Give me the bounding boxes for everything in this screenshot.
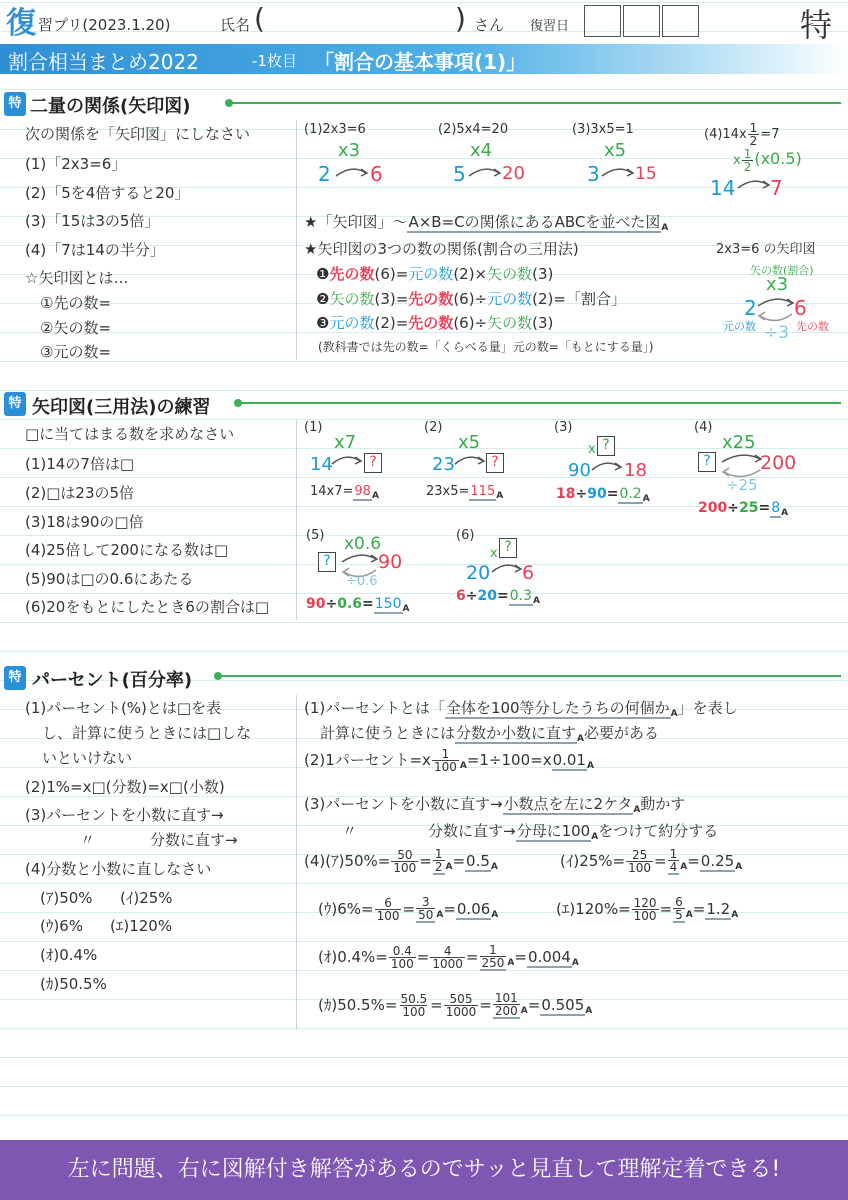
s1-relation-3: ❸元の数(2)=先の数(6)÷矢の数(3) <box>316 314 554 332</box>
s1-diagram-title: 2x3=6 の矢印図 <box>716 242 816 257</box>
s3-q4: (4)分数と小数に直しなさい <box>25 860 212 878</box>
s2-ex4-mult: x25 <box>722 432 756 453</box>
s1-note: (教科書では先の数=「くらべる量」元の数=「もとにする量」) <box>318 340 654 354</box>
s1-diagram-div: ÷3 <box>764 323 790 343</box>
s2-ex6-to: 6 <box>522 562 535 584</box>
s2-ex5-div: ÷0.6 <box>346 574 378 589</box>
s2-ex3-from: 90 <box>568 460 591 481</box>
s1-ex1-from: 2 <box>318 162 331 186</box>
s3-q1a: (1)パーセント(%)とは□を表 <box>25 699 222 717</box>
s2-ex5-mult: x0.6 <box>344 534 382 554</box>
s3-q1c: いといけない <box>42 749 133 767</box>
s2-ex1-from: 14 <box>310 454 333 475</box>
s3-q4-u: (ｳ)6% <box>40 917 84 935</box>
section-1-rule <box>229 102 841 104</box>
s2-ex1-mult: x7 <box>334 432 357 453</box>
s2-ex2-mult: x5 <box>458 432 481 453</box>
s1-diagram-to: 6 <box>794 296 807 320</box>
s1-diagram-arrow-label: 矢の数(割合) <box>750 264 814 277</box>
s2-ex6-label: (6) <box>456 528 475 543</box>
title-topic: 「割合の基本事項(1)」 <box>314 50 527 74</box>
s1-diagram-from: 2 <box>744 296 757 320</box>
section-1-badge: 特 <box>4 92 26 116</box>
s3-q2: (2)1%=x□(分数)=x□(小数) <box>25 778 225 796</box>
s1-diagram-to-label: 先の数 <box>796 320 829 333</box>
s2-ex5-to: 90 <box>378 551 403 573</box>
s3-q3b: 分数に直す→ <box>150 831 238 849</box>
s2-ex1-box: ? <box>364 453 382 473</box>
s2-ex6-from: 20 <box>466 562 491 584</box>
footer-banner: 左に問題、右に図解付き解答があるのでサッと見直して理解定着できる! <box>0 1140 848 1200</box>
s2-q4: (4)25倍して200になる数は□ <box>25 541 229 559</box>
section-2-badge: 特 <box>4 392 26 416</box>
s2-ex1-calc: $14x7=98_A$ <box>310 484 379 501</box>
s3-q4-e: (ｴ)120% <box>110 917 173 935</box>
name-field[interactable] <box>275 10 453 36</box>
s2-ex5-calc: $90\div 0.6=150_A$ <box>306 596 410 614</box>
s2-ex4-calc: $200\div 25=8_A$ <box>698 500 789 518</box>
s2-ex3-box: ? <box>597 436 615 456</box>
s1-diagram-mult: x3 <box>766 274 789 295</box>
s2-instruction: □に当てはまる数を求めなさい <box>25 425 235 443</box>
s1-ex1-label: (1)2x3=6 <box>304 122 366 137</box>
s1-relation-2: ❷矢の数(3)=先の数(6)÷元の数(2)=「割合」 <box>316 290 626 308</box>
s1-item3: ③元の数= <box>40 343 112 361</box>
s3-divider <box>296 695 297 1030</box>
logo-text: 習プリ(2023.1.20) <box>38 16 171 34</box>
s3-q4-a: (ｱ)50% <box>40 889 93 907</box>
s3-q4-o: (ｵ)0.4% <box>40 946 98 964</box>
s2-ex3-label: (3) <box>554 420 573 435</box>
s2-ex5-box: ? <box>318 552 336 572</box>
s3-r4-o: (ｵ)0.4%= $\frac{0.4}{100}$ = $\frac{4}{1000}$ = $\frac{1}{250}$ $_A=0.004_A$ <box>318 943 579 971</box>
s2-ex2-box: ? <box>486 453 504 473</box>
name-close-paren: ) <box>455 2 466 35</box>
s2-ex6-arrow-icon <box>490 560 524 576</box>
s1-q3: (3)「15は3の5倍」 <box>25 212 160 230</box>
s1-ex3-label: (3)3x5=1 <box>572 122 634 137</box>
s3-r4-i: (ｲ)25%= $\frac{25}{100}$ = $\frac{1}{4}$ $_A=0.25_A$ <box>560 847 743 875</box>
s3-r4-ka: (ｶ)50.5%= $\frac{50.5}{100}$ = $\frac{505}{1000}$ = $\frac{101}{200}$ $_A=0.505_A$ <box>318 991 593 1019</box>
san-label: さん <box>474 16 505 34</box>
title-main: 割合相当まとめ2022 <box>8 50 199 74</box>
section-2-rule <box>238 402 841 404</box>
s2-ex3-x: x <box>588 442 596 457</box>
s2-ex2-label: (2) <box>424 420 443 435</box>
s1-ex3-arrow-icon <box>600 164 636 180</box>
review-box-2[interactable] <box>623 5 660 37</box>
s1-ex3-mult: x5 <box>604 140 627 161</box>
review-box-1[interactable] <box>584 5 621 37</box>
s1-ex1-to: 6 <box>370 162 383 186</box>
s1-q2: (2)「5を4倍すると20」 <box>25 184 190 202</box>
name-open-paren: ( <box>254 2 265 35</box>
s2-ex3-to: 18 <box>624 460 647 481</box>
s2-ex2-from: 23 <box>432 454 455 475</box>
s1-star: ☆矢印図とは… <box>25 269 129 287</box>
s2-ex6-box: ? <box>499 538 517 558</box>
s1-relation-1: ❶先の数(6)=元の数(2)×矢の数(3) <box>316 265 554 283</box>
s2-ex5-label: (5) <box>306 528 325 543</box>
section-3-rule <box>218 675 841 677</box>
s2-ex4-label: (4) <box>694 420 713 435</box>
s3-q1b: し、計算に使うときには□しな <box>42 724 252 742</box>
s1-ex3-from: 3 <box>587 162 600 186</box>
s3-r4-u: (ｳ)6%= $\frac{6}{100}$ = $\frac{3}{50}$ $_A=0.06_A$ <box>318 895 499 923</box>
logo-char: 復 <box>6 6 36 41</box>
s1-ex2-mult: x4 <box>470 140 493 161</box>
s1-ex4-arrow-icon <box>736 176 772 192</box>
s1-ex1-mult: x3 <box>338 140 361 161</box>
name-label: 氏名 <box>220 16 251 34</box>
section-1-title: 二量の関係(矢印図) <box>30 96 191 117</box>
s3-r3-line1: (3)パーセントを小数に直す→小数点を左に2ケタ$_A$動かす <box>304 795 686 815</box>
s1-q4: (4)「7は14の半分」 <box>25 241 165 259</box>
s2-ex3-arrow-icon <box>590 458 624 474</box>
s3-r2: (2)1パーセント=x $\frac{1}{100}$ $_A=1\div 100=x0.01_A$ <box>304 747 594 774</box>
review-date-boxes <box>584 5 701 37</box>
review-box-3[interactable] <box>662 5 699 37</box>
s1-ex4-label: (4)14x $\frac{1}{2}$ =7 <box>704 121 780 148</box>
review-date-label: 復習日 <box>530 19 570 34</box>
s3-r3-mark: 〃 <box>342 822 358 840</box>
s1-item1: ①先の数= <box>40 294 112 312</box>
s2-ex2-calc: $23x5=115_A$ <box>426 484 504 501</box>
title-bar <box>0 44 848 74</box>
special-badge: 特 <box>800 6 833 44</box>
s2-ex3-calc: $18\div 90=0.2_A$ <box>556 486 650 504</box>
section-2-title: 矢印図(三用法)の練習 <box>32 397 211 418</box>
s2-q3: (3)18は90の□倍 <box>25 513 144 531</box>
s3-r1-line1: (1)パーセントとは「全体を100等分したうちの何個か$_A$」を表し <box>304 699 738 719</box>
s2-ex2-arrow-icon <box>453 452 487 468</box>
section-3-badge: 特 <box>4 666 26 690</box>
s3-r1-line2: 計算に使うときには分数か小数に直す$_A$必要がある <box>320 724 660 744</box>
title-sheet: -1枚目 <box>252 52 297 70</box>
s2-q6: (6)20をもとにしたとき6の割合は□ <box>25 598 270 616</box>
s1-ex2-from: 5 <box>453 162 466 186</box>
s1-divider <box>296 120 297 360</box>
s1-ex2-label: (2)5x4=20 <box>438 122 509 137</box>
s1-instruction: 次の関係を「矢印図」にしなさい <box>25 125 251 143</box>
s2-ex1-label: (1) <box>304 420 323 435</box>
s3-q3a: (3)パーセントを小数に直す→ <box>25 806 224 824</box>
s3-r4-a: (4)(ｱ)50%= $\frac{50}{100}$ = $\frac{1}{2}$ $_A=0.5_A$ <box>304 847 498 875</box>
s1-definition: ★「矢印図」〜A×B=Cの関係にあるABCを並べた図$_A$ <box>304 213 669 233</box>
s1-ex4-from: 14 <box>710 176 736 200</box>
s3-q4-i: (ｲ)25% <box>120 889 173 907</box>
s2-ex4-div: ÷25 <box>726 476 758 494</box>
s1-ex3-to: 15 <box>635 164 657 184</box>
s2-q2: (2)□は23の5倍 <box>25 484 135 502</box>
s3-r4-e: (ｴ)120%= $\frac{120}{100}$ = $\frac{6}{5}$ $_A=1.2_A$ <box>556 895 739 923</box>
s3-r3-line2: 分数に直す→分母に$100_A$をつけて約分する <box>428 822 719 842</box>
s2-q1: (1)14の7倍は□ <box>25 455 135 473</box>
s1-q1: (1)「2x3=6」 <box>25 155 127 173</box>
s2-ex4-box: ? <box>698 452 716 472</box>
s1-ex2-to: 20 <box>502 163 525 184</box>
s2-ex6-calc: $6\div 20=0.3_A$ <box>456 588 540 606</box>
s1-item2: ②矢の数= <box>40 319 112 337</box>
s1-ex2-arrow-icon <box>467 164 503 180</box>
s1-ex1-arrow-icon <box>334 164 370 180</box>
s2-divider <box>296 420 297 620</box>
s2-ex6-x: x <box>490 546 498 561</box>
s2-q5: (5)90は□の0.6にあたる <box>25 570 194 588</box>
s2-ex4-to: 200 <box>760 452 797 474</box>
s3-q3b-mark: 〃 <box>80 831 96 849</box>
s1-ex4-to: 7 <box>770 176 783 200</box>
s3-q4-ka: (ｶ)50.5% <box>40 975 107 993</box>
s1-ex4-mult: x $\frac{1}{2}$ (x0.5) <box>733 147 802 174</box>
section-3-title: パーセント(百分率) <box>32 670 193 691</box>
s1-relations-title: ★矢印図の3つの数の関係(割合の三用法) <box>304 240 579 258</box>
s1-diagram-from-label: 元の数 <box>723 320 756 333</box>
s2-ex1-arrow-icon <box>330 452 364 468</box>
